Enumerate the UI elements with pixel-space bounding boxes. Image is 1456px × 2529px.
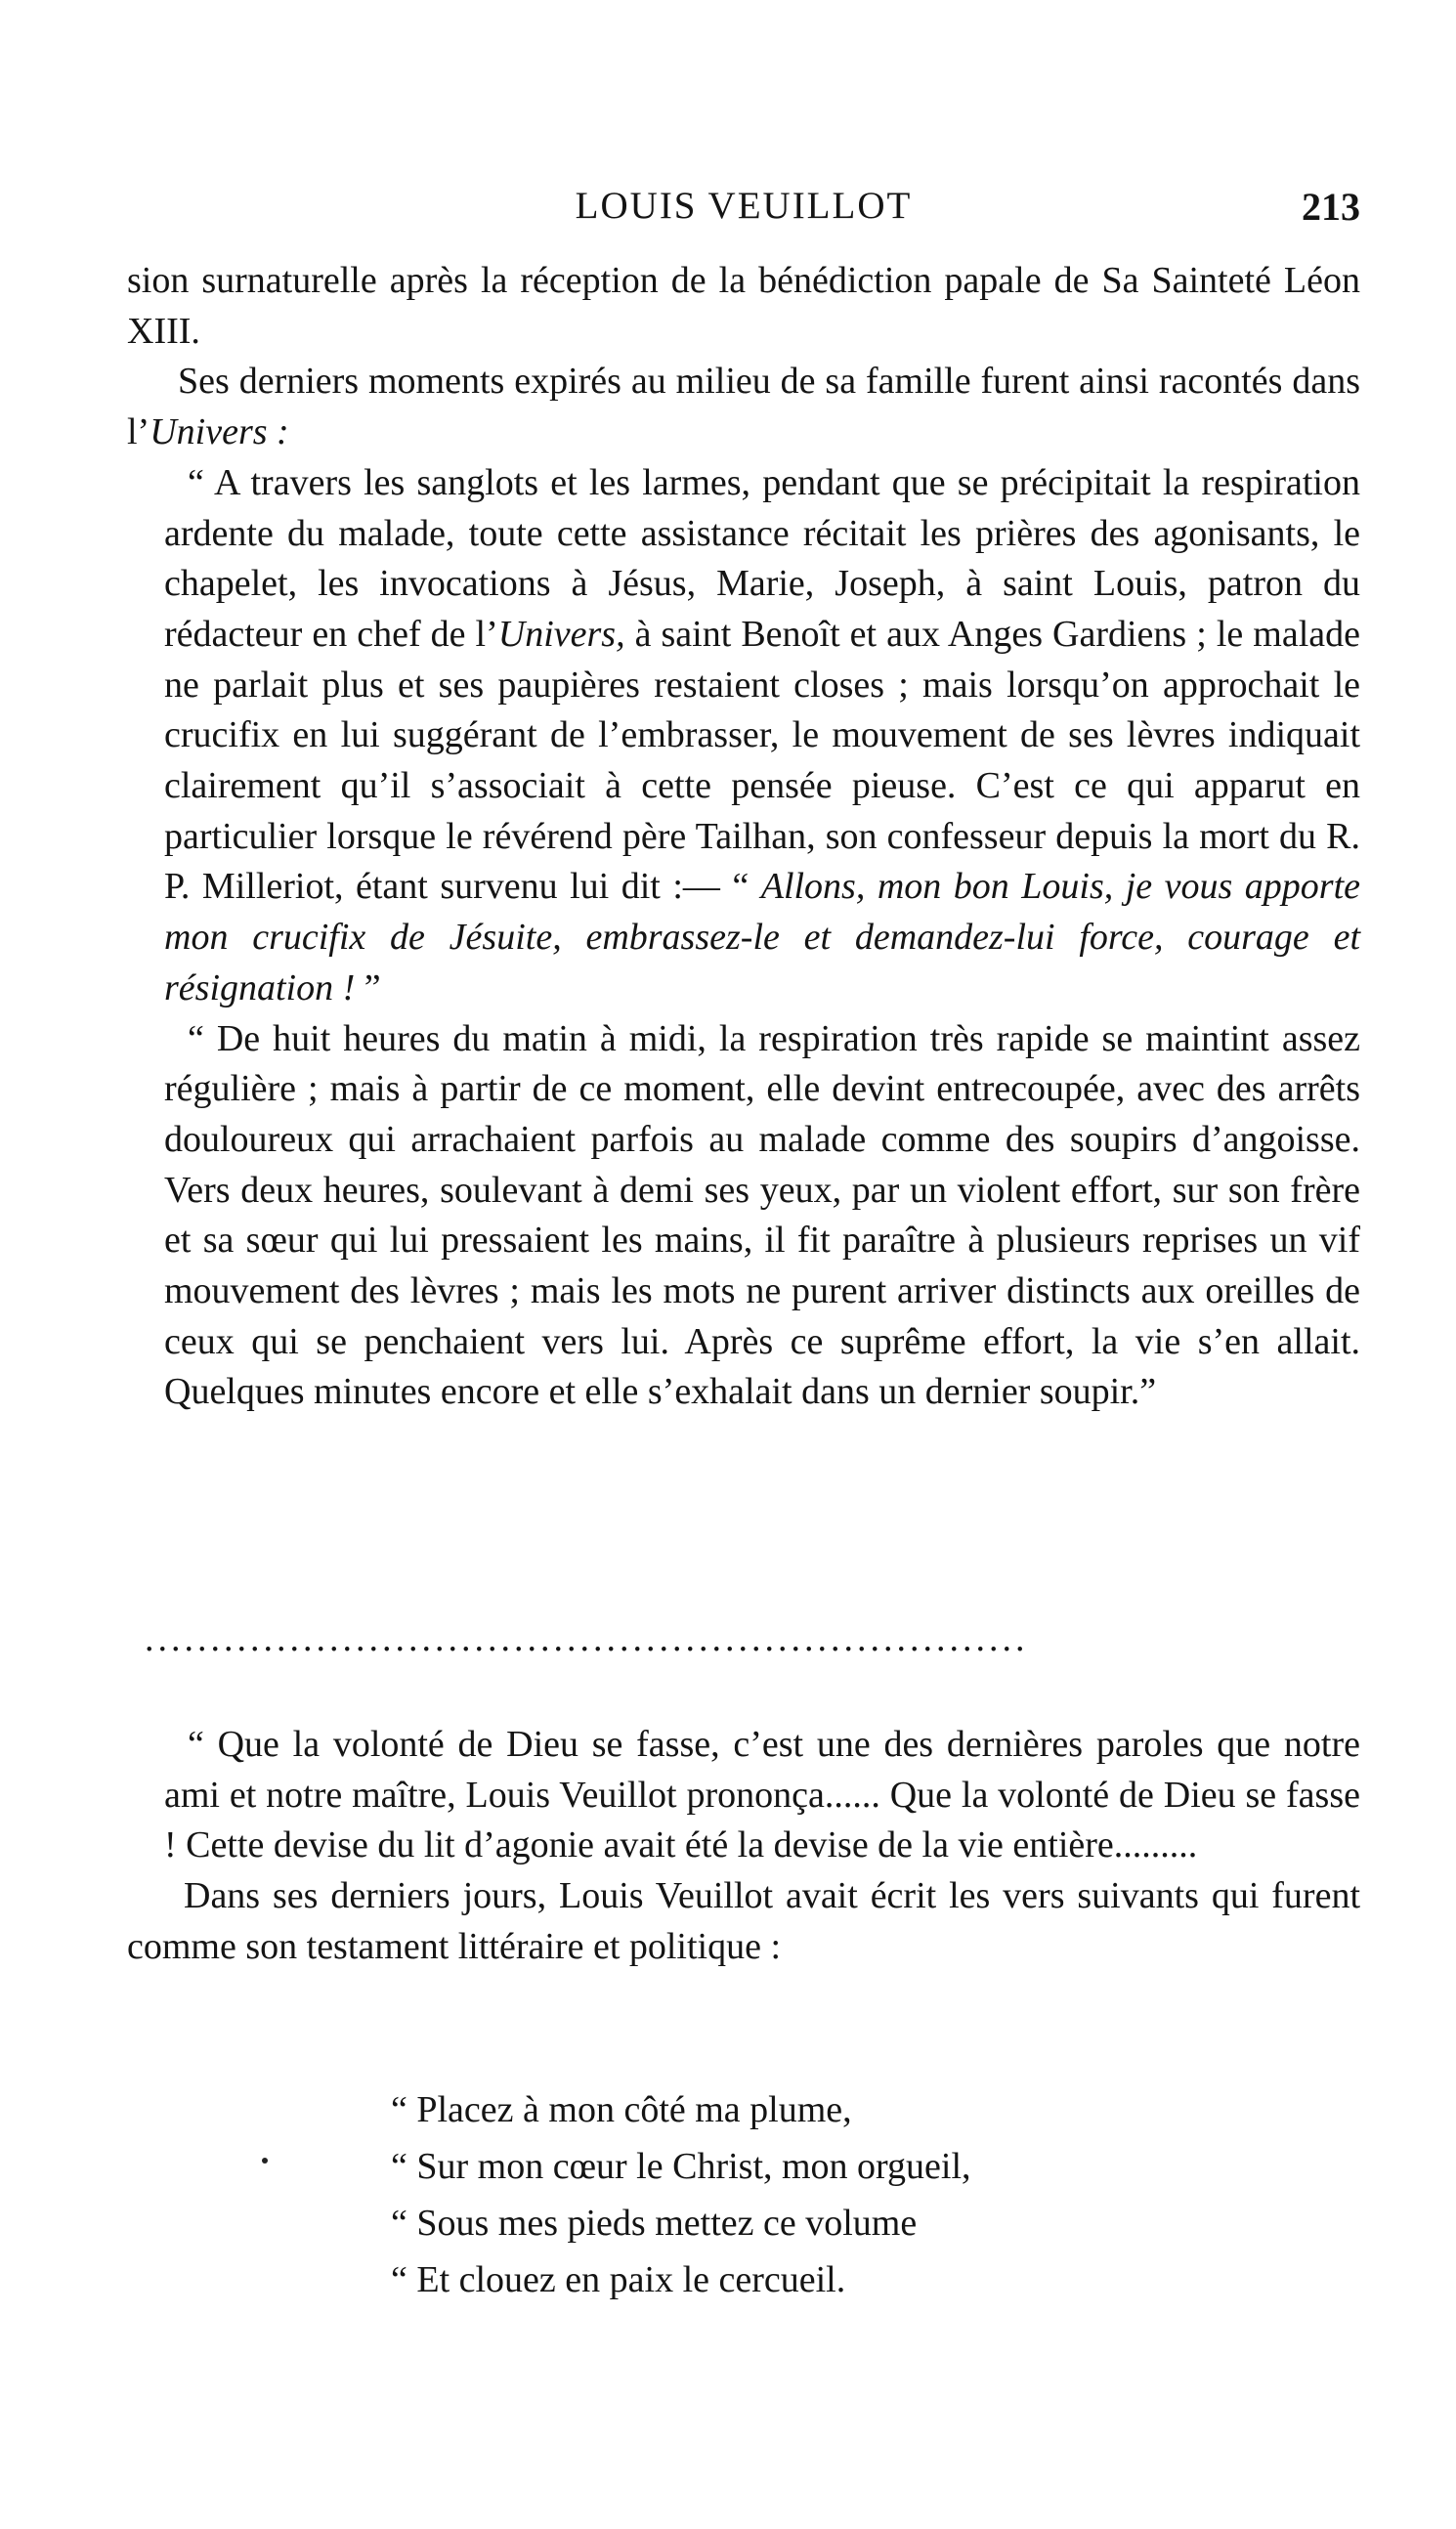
running-title: LOUIS VEUILLOT (575, 185, 913, 227)
quote-1-newspaper: Univers, (497, 613, 625, 655)
poem-stanza (391, 2081, 971, 2308)
poem-line: “ Placez à mon côté ma plume, (391, 2089, 852, 2130)
stray-mark (262, 2158, 268, 2164)
ellipsis-separator: ................................................................... (145, 1618, 1029, 1659)
quote-paragraph-1 (164, 458, 1360, 1014)
poem-line: “ Sous mes pieds mettez ce volume (391, 2203, 918, 2244)
page-header (127, 178, 1360, 236)
quote-1-text-start: “ A travers les sanglots et les larmes, pendant que se précipitait la respiration ardente du malade, toute cette assistance récitait les prières des agonisants, le chapelet, les invocations à Jésus, Marie, Joseph, à saint Louis, patron du rédacteur en chef de l’ (164, 461, 1360, 655)
quote-paragraph-3: “ Que la volonté de Dieu se fasse, c’est une des dernières paroles que notre ami et notre maître, Louis Veuillot prononça...... Que la volonté de Dieu se fasse ! Cette devise du lit d’agonie avait été la devise de la vie entière......... (164, 1724, 1360, 1866)
newspaper-title: Univers : (150, 411, 289, 453)
quote-1-spoken-words: Allons, mon bon Louis, je vous apporte mon crucifix de Jésuite, embrassez-le et demandez-lui force, courage et résignation ! (164, 866, 1360, 1008)
quote-1-end: ” (355, 966, 381, 1008)
poem-line: “ Sur mon cœur le Christ, mon orgueil, (391, 2146, 971, 2187)
paragraph-continuation: sion surnaturelle après la réception de la bénédiction papale de Sa Sainteté Léon XIII. (127, 260, 1360, 352)
page-number: 213 (1302, 185, 1360, 229)
closing-text (127, 1720, 1360, 1973)
quote-1-text-middle: à saint Benoît et aux Anges Gardiens ; le malade ne parlait plus et ses paupières restaient closes ; mais lorsqu’on approchait le crucifix en lui suggérant de l’embrasser, le mouvement de ses lèvres indiquait clairement qu’il s’associait à cette pensée pieuse. C’est ce qui apparut en particulier lorsque le révérend père Tailhan, son confesseur depuis la mort du R. P. Milleriot, étant survenu lui dit :— “ (164, 613, 1360, 908)
quote-paragraph-2: “ De huit heures du matin à midi, la respiration très rapide se maintint assez régulière ; mais à partir de ce moment, elle devint entrecoupée, avec des arrêts douloureux qui arrachaient parfois au malade comme des soupirs d’angoisse. Vers deux heures, soulevant à demi ses yeux, par un violent effort, sur son frère et sa sœur qui lui pressaient les mains, il fit paraître à plusieurs reprises un vif mouvement des lèvres ; mais les mots ne purent arriver distincts aux oreilles de ceux qui se penchaient vers lui. Après ce suprême effort, la vie s’en allait. Quelques minutes encore et elle s’exhalait dans un dernier soupir.” (164, 1017, 1360, 1413)
quoted-account (127, 458, 1360, 1418)
paragraph-intro (127, 357, 1360, 457)
main-text (127, 256, 1360, 1418)
poem-line: “ Et clouez en paix le cercueil. (391, 2259, 846, 2300)
paragraph-intro-text: Ses derniers moments expirés au milieu de sa famille furent ainsi racontés dans l’ (127, 361, 1360, 453)
paragraph-poem-intro: Dans ses derniers jours, Louis Veuillot avait écrit les vers suivants qui furent comme son testament littéraire et politique : (127, 1875, 1360, 1967)
quoted-tribute (127, 1720, 1360, 1871)
